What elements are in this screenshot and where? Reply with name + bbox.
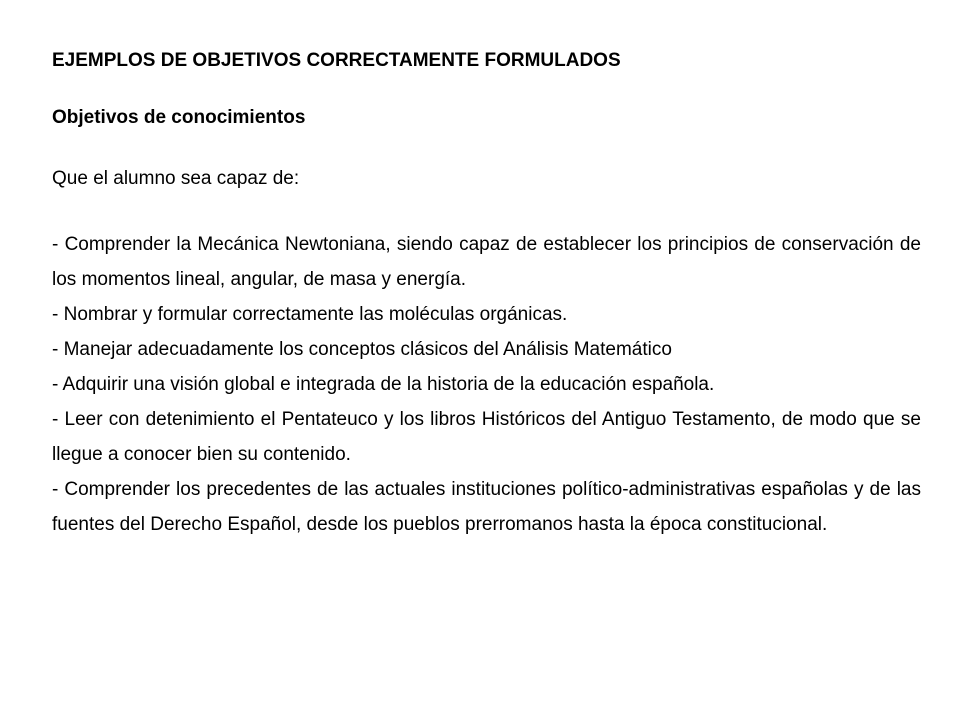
objective-item-instituciones: - Comprender los precedentes de las actuales instituciones político-administrativas españolas y de las fuentes del Derecho Español, desde los pueblos prerromanos hasta la época constitucional. [52,479,921,535]
section-heading: Objetivos de conocimientos [52,107,306,128]
objective-item-educacion: - Adquirir una visión global e integrada de la historia de la educación española. [52,374,715,395]
objective-item-analisis: - Manejar adecuadamente los conceptos clásicos del Análisis Matemático [52,339,672,360]
objective-item-pentateuco: - Leer con detenimiento el Pentateuco y los libros Históricos del Antiguo Testamento, de modo que se llegue a conocer bien su contenido. [52,409,921,465]
page-title: EJEMPLOS DE OBJETIVOS CORRECTAMENTE FORMULADOS [52,50,621,71]
intro-text: Que el alumno sea capaz de: [52,168,300,189]
objective-item-moleculas: - Nombrar y formular correctamente las moléculas orgánicas. [52,304,568,325]
objective-item-mecanica: - Comprender la Mecánica Newtoniana, siendo capaz de establecer los principios de conservación de los momentos lineal, angular, de masa y energía. [52,234,921,290]
objectives-list [52,227,921,542]
slide-content [52,0,921,720]
